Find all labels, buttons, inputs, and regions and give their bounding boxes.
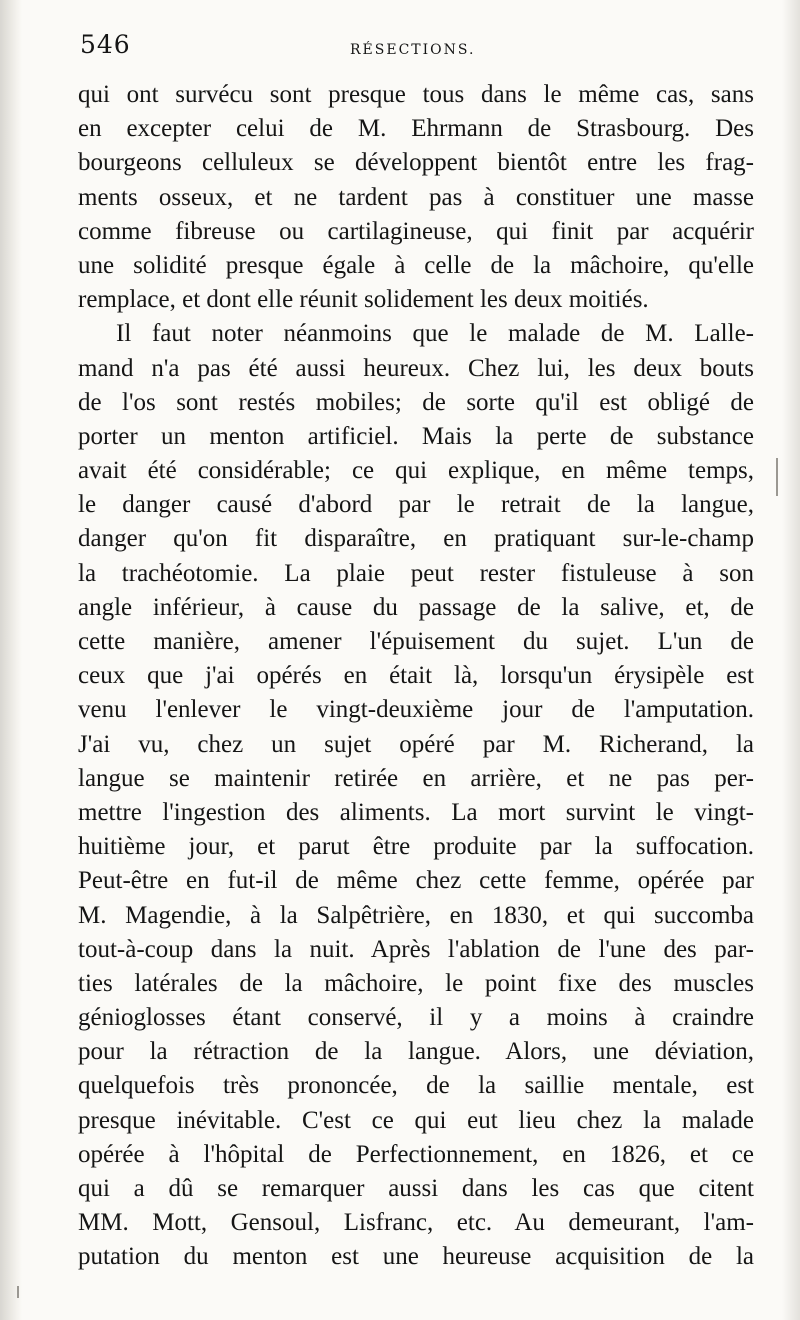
text-line: le danger causé d'abord par le retrait de la langue, bbox=[78, 491, 754, 519]
text-line: porter un menton artificiel. Mais la perte de substance bbox=[78, 422, 754, 450]
text-line: ties latérales de la mâchoire, le point fixe des muscles bbox=[78, 969, 754, 997]
text-line: génioglosses étant conservé, il y a moins à craindre bbox=[78, 1004, 754, 1032]
text-line: huitième jour, et parut être produite par la suffocation. bbox=[78, 833, 754, 861]
text-line: ments osseux, et ne tardent pas à constituer une masse bbox=[78, 183, 754, 211]
text-line: MM. Mott, Gensoul, Lisfranc, etc. Au demeurant, l'am- bbox=[78, 1209, 754, 1237]
text-line: cette manière, amener l'épuisement du sujet. L'un de bbox=[78, 628, 754, 655]
scan-margin-mark bbox=[776, 458, 778, 496]
left-page-shadow bbox=[0, 0, 22, 1320]
text-line: M. Magendie, à la Salpêtrière, en 1830, et qui succomba bbox=[78, 901, 754, 929]
paragraph-end-line: remplace, et dont elle réunit solidement les deux moitiés. bbox=[78, 286, 649, 314]
text-line: venu l'enlever le vingt-deuxième jour de l'amputation. bbox=[78, 696, 754, 724]
text-line: comme fibreuse ou cartilagineuse, qui finit par acquérir bbox=[78, 217, 754, 245]
text-line: quelquefois très prononcée, de la saillie mentale, est bbox=[78, 1072, 754, 1100]
scan-margin-mark bbox=[17, 1286, 19, 1298]
text-line: la trachéotomie. La plaie peut rester fistuleuse à son bbox=[78, 559, 754, 587]
body-text bbox=[78, 78, 754, 1275]
text-line: putation du menton est une heureuse acquisition de la bbox=[78, 1243, 754, 1271]
page-number: 546 bbox=[80, 30, 131, 59]
text-line: avait été considérable; ce qui explique, en même temps, bbox=[78, 457, 754, 485]
paragraph-start-line: Il faut noter néanmoins que le malade de M. Lalle- bbox=[116, 320, 754, 348]
text-line: mettre l'ingestion des aliments. La mort survint le vingt- bbox=[78, 798, 754, 826]
text-line: qui a dû se remarquer aussi dans les cas que citent bbox=[78, 1175, 754, 1202]
text-line: J'ai vu, chez un sujet opéré par M. Richerand, la bbox=[78, 730, 754, 758]
right-page-shadow bbox=[782, 0, 800, 1320]
running-title: RÉSECTIONS. bbox=[350, 42, 476, 58]
text-line: ceux que j'ai opérés en était là, lorsqu'un érysipèle est bbox=[78, 662, 754, 690]
text-line: danger qu'on fit disparaître, en pratiquant sur-le-champ bbox=[78, 525, 754, 553]
text-line: bourgeons celluleux se développent bientôt entre les frag- bbox=[78, 149, 754, 177]
text-line: presque inévitable. C'est ce qui eut lieu chez la malade bbox=[78, 1106, 754, 1134]
text-line: Peut-être en fut-il de même chez cette femme, opérée par bbox=[78, 867, 754, 895]
text-line: en excepter celui de M. Ehrmann de Strasbourg. Des bbox=[78, 115, 754, 143]
text-line: langue se maintenir retirée en arrière, et ne pas per- bbox=[78, 764, 754, 792]
text-line: opérée à l'hôpital de Perfectionnement, en 1826, et ce bbox=[78, 1140, 754, 1168]
text-line: pour la rétraction de la langue. Alors, une déviation, bbox=[78, 1038, 754, 1066]
text-line: qui ont survécu sont presque tous dans le même cas, sans bbox=[78, 81, 754, 108]
text-line: mand n'a pas été aussi heureux. Chez lui, les deux bouts bbox=[78, 354, 754, 382]
text-line: une solidité presque égale à celle de la mâchoire, qu'elle bbox=[78, 251, 754, 279]
text-line: angle inférieur, à cause du passage de la salive, et, de bbox=[78, 593, 754, 621]
text-line: de l'os sont restés mobiles; de sorte qu'il est obligé de bbox=[78, 388, 754, 416]
text-line: tout-à-coup dans la nuit. Après l'ablation de l'une des par- bbox=[78, 935, 754, 963]
page-header bbox=[80, 30, 760, 64]
